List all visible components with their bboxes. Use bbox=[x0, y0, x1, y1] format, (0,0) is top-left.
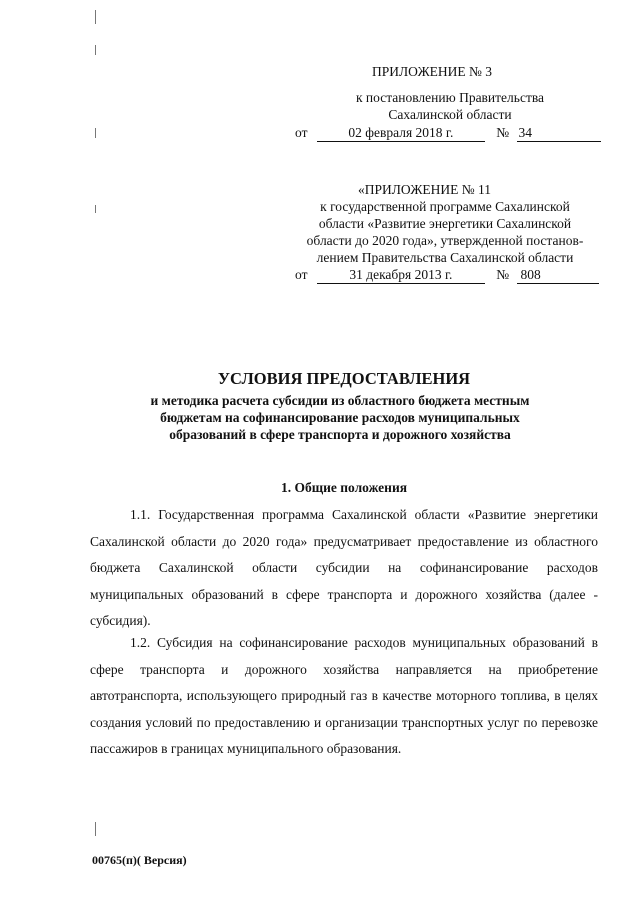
appendix3-date-line bbox=[295, 124, 601, 142]
appendix11-line: лением Правительства Сахалинской области bbox=[316, 250, 574, 265]
appendix11-number: 808 bbox=[517, 266, 599, 284]
appendix11-date: 31 декабря 2013 г. bbox=[317, 266, 485, 284]
appendix11-line: области «Развитие энергетики Сахалинской bbox=[318, 216, 572, 231]
paragraph-1-2: 1.2. Субсидия на софинансирование расходов муниципальных образований в сфере транспорта и дорожного хозяйства направляется на приобретение автотранспорта, использующего природный газ в качестве моторного топлива, в целях создания условий по предоставлению и организации транспортных услуг по перевозке пассажиров в границах муниципального образования. bbox=[90, 635, 598, 756]
appendix11-title: «ПРИЛОЖЕНИЕ № 11 bbox=[358, 182, 492, 197]
from-label: от bbox=[295, 267, 308, 282]
from-label: от bbox=[295, 125, 308, 140]
document-title: УСЛОВИЯ ПРЕДОСТАВЛЕНИЯ bbox=[217, 369, 471, 388]
document-subtitle-line: бюджетам на софинансирование расходов муниципальных bbox=[160, 410, 520, 425]
paragraph-1-1: 1.1. Государственная программа Сахалинской области «Развитие энергетики Сахалинской области до 2020 года» предусматривает предоставление из областного бюджета Сахалинской области субсидии на софинансирование расходов муниципальных образований в сфере транспорта и дорожного хозяйства (далее - субсидия). bbox=[90, 507, 598, 628]
document-subtitle-line: и методика расчета субсидии из областного бюджета местным bbox=[150, 393, 530, 408]
scan-mark bbox=[95, 10, 96, 24]
appendix3-line1: к постановлению Правительства bbox=[355, 90, 545, 105]
number-label: № bbox=[496, 125, 510, 140]
scan-mark bbox=[95, 45, 96, 55]
document-subtitle-line: образований в сфере транспорта и дорожного хозяйства bbox=[169, 427, 511, 442]
appendix3-line2: Сахалинской области bbox=[388, 107, 512, 122]
footer-code: 00765(п)( Версия) bbox=[92, 853, 187, 867]
appendix11-line: к государственной программе Сахалинской bbox=[320, 199, 570, 214]
appendix3-date: 02 февраля 2018 г. bbox=[317, 124, 485, 142]
scan-mark bbox=[95, 205, 96, 213]
scan-mark bbox=[95, 128, 96, 138]
section-heading: 1. Общие положения bbox=[280, 480, 408, 495]
appendix3-number: 34 bbox=[517, 124, 601, 142]
appendix11-line: области до 2020 года», утвержденной постанов- bbox=[306, 233, 584, 248]
appendix3-title: ПРИЛОЖЕНИЕ № 3 bbox=[372, 64, 493, 79]
scan-mark bbox=[95, 822, 96, 836]
number-label: № bbox=[496, 267, 510, 282]
appendix11-date-line bbox=[295, 266, 599, 284]
